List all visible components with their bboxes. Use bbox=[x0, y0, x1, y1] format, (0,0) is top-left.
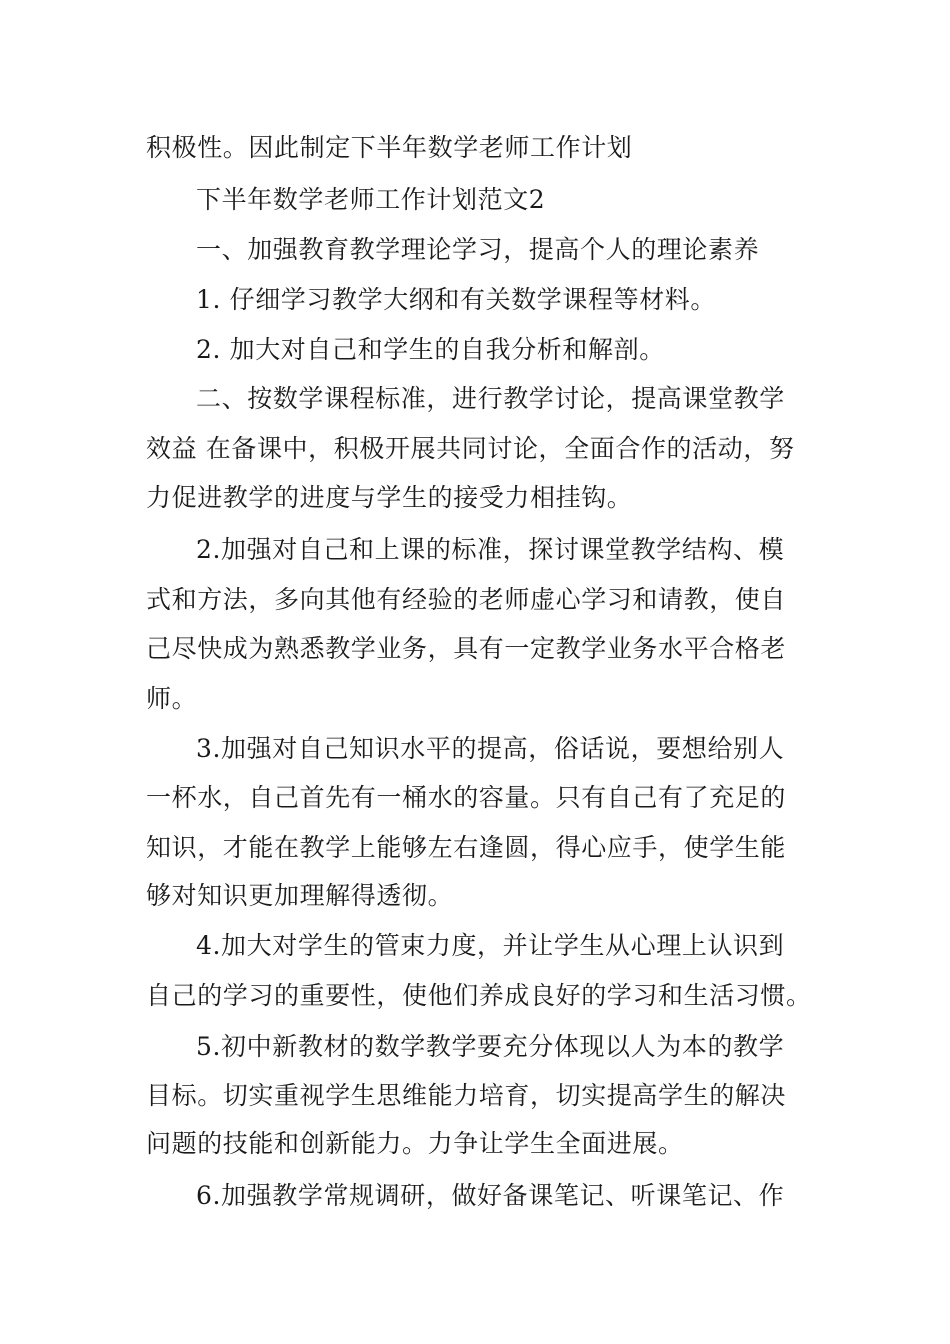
paragraph-start: 2.加强对自己和上课的标准，探讨课堂教学结构、模 bbox=[196, 535, 785, 564]
text-line: 问题的技能和创新能力。力争让学生全面进展。 bbox=[146, 1129, 684, 1158]
text-line: 够对知识更加理解得透彻。 bbox=[146, 881, 454, 910]
list-item: 2. 加大对自己和学生的自我分析和解剖。 bbox=[196, 335, 665, 364]
paragraph-start: 6.加强教学常规调研，做好备课笔记、听课笔记、作 bbox=[196, 1181, 785, 1210]
text-line: 自己的学习的重要性，使他们养成良好的学习和生活习惯。 bbox=[146, 981, 812, 1010]
text-line: 效益 在备课中，积极开展共同讨论，全面合作的活动，努 bbox=[146, 434, 795, 463]
text-line: 己尽快成为熟悉教学业务，具有一定教学业务水平合格老 bbox=[146, 634, 787, 663]
text-line: 式和方法，多向其他有经验的老师虚心学习和请教，使自 bbox=[146, 585, 787, 614]
text-line: 师。 bbox=[146, 684, 198, 713]
list-item: 1. 仔细学习教学大纲和有关数学课程等材料。 bbox=[196, 285, 717, 314]
paragraph-start: 3.加强对自己知识水平的提高，俗话说，要想给别人 bbox=[196, 734, 785, 763]
text-line: 知识，才能在教学上能够左右逢圆，得心应手，使学生能 bbox=[146, 833, 787, 862]
text-line: 积极性。因此制定下半年数学老师工作计划 bbox=[146, 133, 633, 162]
heading-1: 一、加强教育教学理论学习，提高个人的理论素养 bbox=[196, 235, 760, 264]
text-line: 一杯水，自己首先有一桶水的容量。只有自己有了充足的 bbox=[146, 783, 787, 812]
text-line: 力促进教学的进度与学生的接受力相挂钩。 bbox=[146, 483, 633, 512]
text-line: 目标。切实重视学生思维能力培育，切实提高学生的解决 bbox=[146, 1081, 787, 1110]
paragraph-start: 5.初中新教材的数学教学要充分体现以人为本的教学 bbox=[196, 1032, 785, 1061]
heading-2: 二、按数学课程标准，进行教学讨论，提高课堂教学 bbox=[196, 384, 785, 413]
paragraph-start: 4.加大对学生的管束力度，并让学生从心理上认识到 bbox=[196, 931, 785, 960]
section-title: 下半年数学老师工作计划范文2 bbox=[196, 185, 546, 214]
